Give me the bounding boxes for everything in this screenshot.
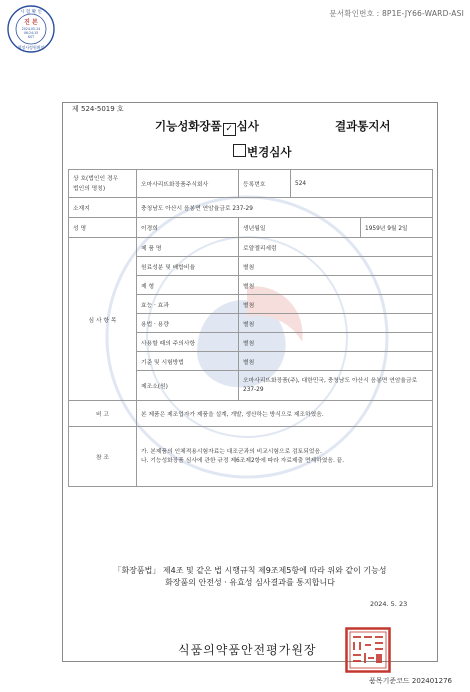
review-table	[68, 169, 433, 487]
registration-value: 524	[291, 170, 433, 198]
company-value: 오마사리뜨화장품주식회사	[137, 170, 239, 198]
item-value: 별첨	[239, 276, 433, 295]
table-row-item	[69, 238, 433, 257]
item-label: 용법 · 용량	[137, 314, 239, 333]
change-review-checkbox	[233, 144, 246, 157]
item-label: 효능 · 효과	[137, 295, 239, 314]
item-label: 사용할 때의 주의사항	[137, 333, 239, 352]
item-value: 별첨	[239, 352, 433, 371]
table-row-name	[69, 218, 433, 238]
title-change-review: 변경심사	[247, 145, 292, 159]
birthdate-label: 생년월일	[239, 218, 361, 238]
item-value: 별첨	[239, 333, 433, 352]
item-value: 별첨	[239, 295, 433, 314]
reference-line-1: 가. 본제품의 인체적용시험자료는 대조군과의 비교시험으로 검토되었음.	[141, 448, 322, 455]
reference-value	[137, 427, 433, 487]
title-main: 기능성화장품	[155, 119, 222, 133]
official-stamp	[345, 627, 391, 673]
seal-center-text: 진 본	[24, 19, 38, 26]
seal-time: 06:24:15	[23, 31, 39, 35]
document-confirmation-number: 문서확인번호 : 8P1E-JY66-WARD-ASI	[329, 9, 464, 18]
notice-line-2: 화장품의 안전성 · 유효성 심사결과를 통지합니다	[165, 578, 335, 587]
seal-code: KST	[27, 35, 35, 39]
seal-bottom-text: 행정사정원확인	[17, 45, 45, 50]
serial-number: 제 524-5019 호	[72, 105, 124, 113]
item-value: 별첨	[239, 257, 433, 276]
issuer-name: 식품의약품안전평가원장	[178, 643, 317, 657]
item-label: 제 형	[137, 276, 239, 295]
certification-seal	[6, 4, 56, 54]
birthdate-value: 1959년 9월 2일	[361, 218, 433, 238]
name-label: 성 명	[69, 218, 137, 238]
seal-top-text: 시 험 확 인	[20, 10, 42, 15]
issue-date: 2024. 5. 23	[370, 600, 408, 608]
seal-date: 2024-05-24	[21, 27, 41, 31]
title-review: 심사	[236, 119, 259, 133]
table-row-company	[69, 170, 433, 198]
notice-line-1: 「화장품법」 제4조 및 같은 법 시행규칙 제9조제5항에 따라 위와 같이 기능성	[113, 566, 387, 575]
review-items-label: 심 사 항 목	[69, 238, 137, 401]
notice-statement	[72, 565, 428, 589]
address-label: 소재지	[69, 198, 137, 218]
item-value: 로얄젤리세럼	[239, 238, 433, 257]
item-label: 제 품 명	[137, 238, 239, 257]
review-checkbox: ✓	[223, 123, 236, 136]
reference-label: 참 조	[69, 427, 137, 487]
item-value: 별첨	[239, 314, 433, 333]
item-label: 기준 및 시험방법	[137, 352, 239, 371]
remarks-label: 비 고	[69, 401, 137, 427]
document-title-line2	[232, 144, 291, 160]
document-title-line1	[155, 118, 391, 136]
title-notice: 결과통지서	[335, 119, 391, 133]
table-row-address	[69, 198, 433, 218]
reference-line-2: 나. 기능성화장품 심사에 관한 규정 제6조제2항에 따라 자료제출 면제하였음. 끝.	[141, 457, 345, 464]
registration-label: 등록번호	[239, 170, 291, 198]
item-value: 오마사리뜨화장품(주), 대한민국, 충청남도 아산시 음봉면 연암율금로 237-29	[239, 371, 433, 401]
remarks-value: 본 제품은 제조업자가 제품을 설계, 개발, 생산하는 방식으로 제조하였음.	[137, 401, 433, 427]
item-label: 원료성분 및 배합비율	[137, 257, 239, 276]
table-row-remarks	[69, 401, 433, 427]
item-label: 제조소(원)	[137, 371, 239, 401]
name-value: 이경희	[137, 218, 239, 238]
company-label: 상 호(법인인 경우 법인의 명칭)	[69, 170, 137, 198]
table-row-reference	[69, 427, 433, 487]
product-standard-code: 품목기준코드 202401276	[369, 677, 452, 685]
address-value: 충청남도 아산시 음봉면 연암율금로 237-29	[137, 198, 433, 218]
